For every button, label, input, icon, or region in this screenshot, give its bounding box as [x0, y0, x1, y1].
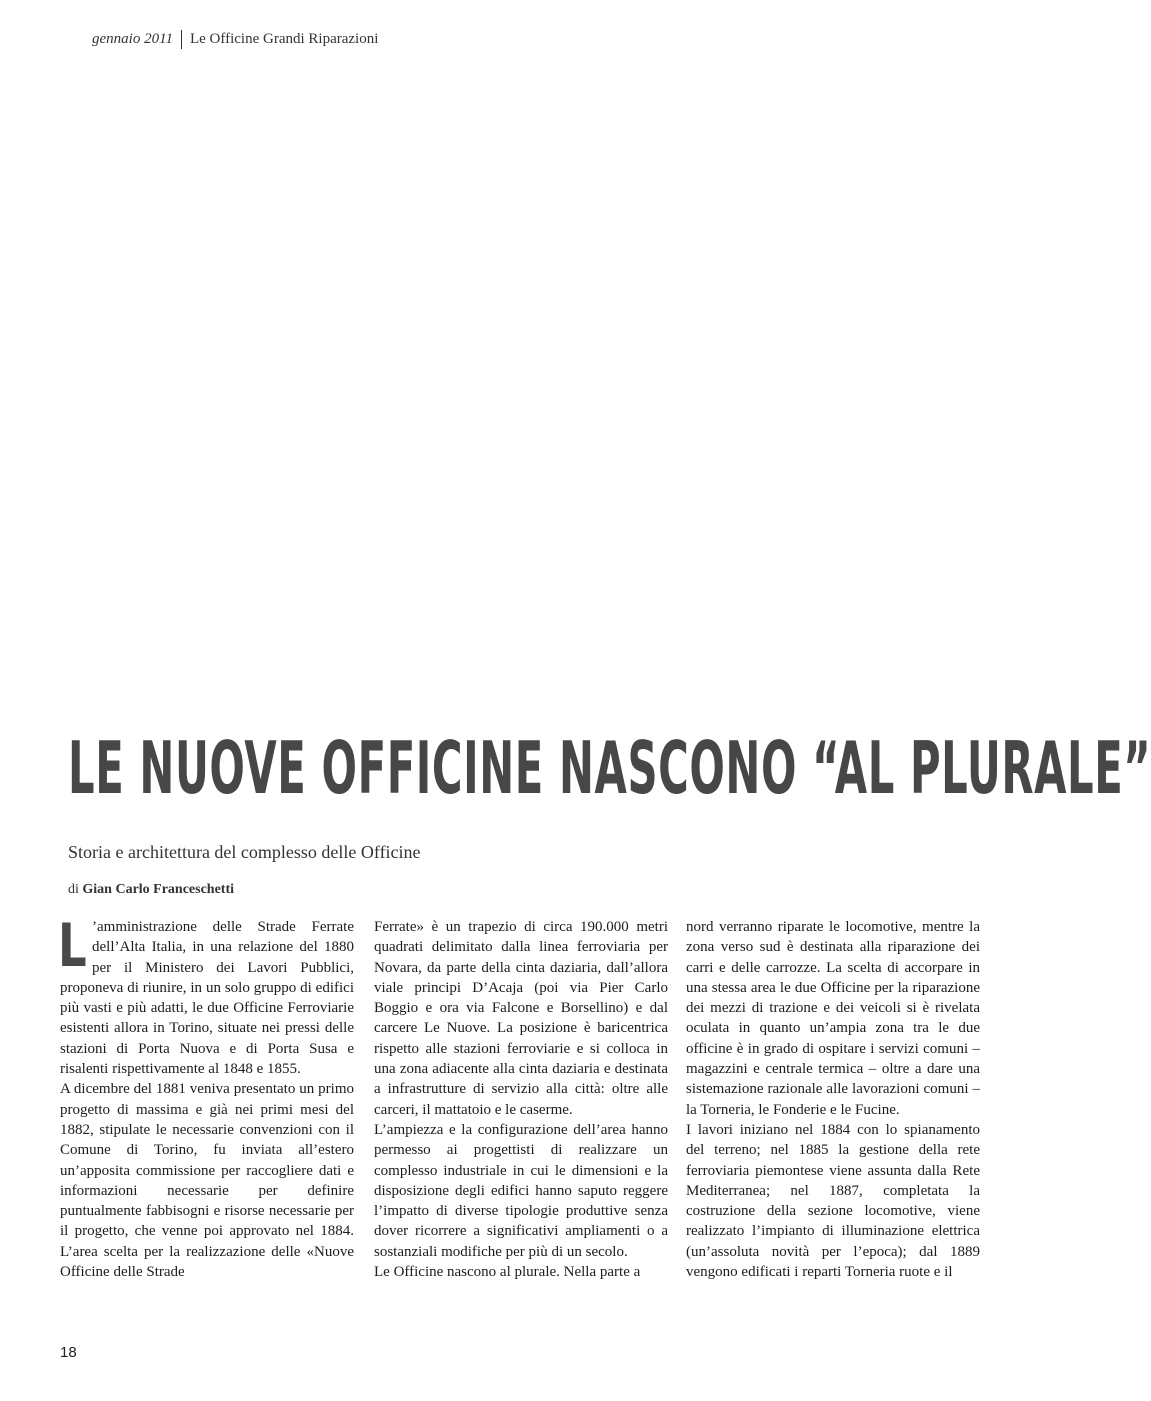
section-name: Le Officine Grandi Riparazioni: [189, 31, 379, 47]
header-separator: [181, 30, 182, 49]
running-header: [92, 30, 378, 49]
paragraph: L’ampiezza e la configurazione dell’area hanno permesso ai progettisti di realizzare un complesso industriale in cui le dimensioni e la disposizione degli edifici hanno saputo reggere l’impatto di diverse tipologie produttive senza dover ricorrere a significativi ampliamenti o a sostanziali modifiche per più di un secolo.: [374, 1121, 668, 1260]
paragraph: A dicembre del 1881 veniva presentato un primo progetto di massima e già nei primi mesi del 1882, stipulate le necessarie convenzioni con il Comune di Torino, fu inviata all’estero un’apposita commissione per raccogliere dati e informazioni necessarie per definire puntualmente fabbisogni e risorse necessarie per il progetto, che venne poi approvato nel 1884. L’area scelta per la realizzazione delle «Nuove Officine delle Strade: [60, 1081, 354, 1281]
byline-prefix: di: [68, 882, 79, 897]
text-column-1: [58, 911, 354, 1282]
page-number: 18: [60, 1344, 77, 1361]
paragraph: I lavori iniziano nel 1884 con lo spianamento del terreno; nel 1885 la gestione della rete ferroviaria piemontese viene assunta dalla Rete Mediterranea; nel 1887, completata la costruzione della sezione locomotive, viene realizzato l’impianto di illuminazione elettrica (un’assoluta novità per l’epoca); dal 1889 vengono edificati i reparti Torneria ruote e il: [686, 1121, 980, 1281]
byline: [68, 882, 234, 898]
text-column-2: [374, 917, 668, 1282]
paragraph: Ferrate» è un trapezio di circa 190.000 metri quadrati delimitato dalla linea ferroviaria per Novara, da parte della cinta daziaria, dall’allora viale principi D’Acaja (poi via Pier Carlo Boggio e ora via Falcone e Borsellino) e dal carcere Le Nuove. La posizione è baricentrica rispetto alle stazioni ferroviarie e si colloca in una zona adiacente alla cinta daziaria e destinata a infrastrutture di servizio alla città: oltre alle carceri, il mattatoio e le caserme.: [374, 919, 668, 1118]
drop-cap: L: [58, 911, 87, 981]
issue-date: gennaio 2011: [92, 31, 173, 47]
author-name: Gian Carlo Franceschetti: [82, 882, 235, 897]
paragraph: nord verranno riparate le locomotive, mentre la zona verso sud è destinata alla riparazione dei carri e delle carrozze. La scelta di accorpare in una stessa area le due Officine per la riparazione dei mezzi di trazione e dei veicoli si è rivelata oculata in quanto un’ampia zona tra le due officine è in grado di ospitare i servizi comuni – magazzini e centrale termica – oltre a dare una sistemazione razionale alle lavorazioni comuni – la Torneria, le Fonderie e le Fucine.: [686, 919, 980, 1118]
article-subtitle: Storia e architettura del complesso delle Officine: [68, 842, 421, 862]
article-title: LE NUOVE OFFICINE NASCONO “AL PLURALE”: [68, 726, 1151, 810]
paragraph: [58, 911, 354, 1079]
paragraph: Le Officine nascono al plurale. Nella parte a: [374, 1264, 641, 1281]
paragraph-text: ’amministrazione delle Strade Ferrate dell’Alta Italia, in una relazione del 1880 per il Ministero dei Lavori Pubblici, proponeva di riunire, in un solo gruppo di edifici più vasti e più adatti, le due Officine Ferroviarie esistenti allora in Torino, situate nei pressi delle stazioni di Porta Nuova e di Porta Susa e risalenti rispettivamente al 1848 e 1855.: [60, 919, 354, 1078]
text-column-3: [686, 917, 980, 1282]
